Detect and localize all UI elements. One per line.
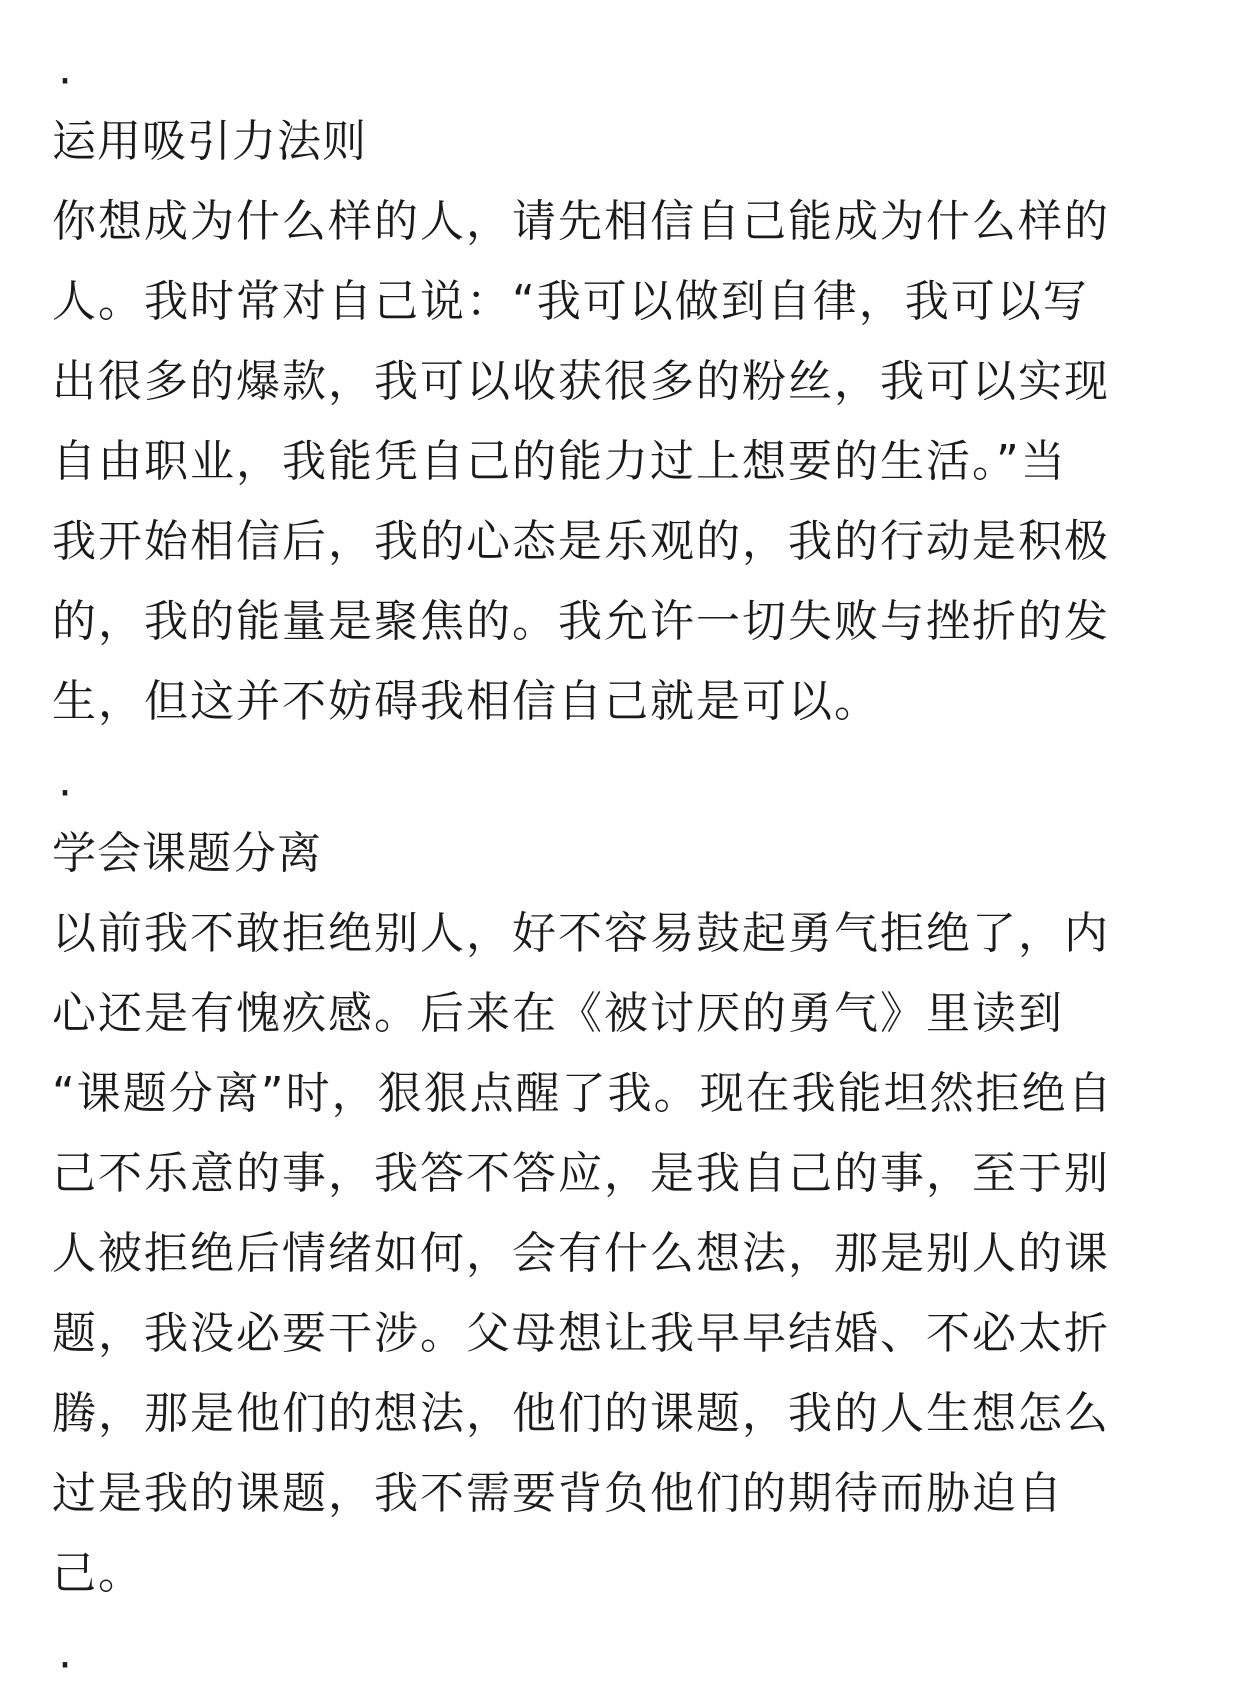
paragraph-line: 己不乐意的事，我答不答应，是我自己的事，至于别	[52, 1148, 1110, 1199]
paragraph-line: 己。	[52, 1548, 144, 1599]
paragraph-line: 你想成为什么样的人，请先相信自己能成为什么样的	[52, 196, 1110, 247]
bullet-dot: ·	[58, 56, 72, 107]
paragraph-line: 以前我不敢拒绝别人，好不容易鼓起勇气拒绝了，内	[52, 908, 1110, 959]
bullet-separator	[52, 742, 1202, 819]
paragraph-line: 生，但这并不妨碍我相信自己就是可以。	[52, 676, 880, 727]
article-body	[52, 30, 1202, 1691]
section-heading: 学会课题分离	[52, 828, 322, 879]
bullet-dot: ·	[58, 1640, 72, 1691]
paragraph-line: 人被拒绝后情绪如何，会有什么想法，那是别人的课	[52, 1228, 1110, 1279]
bullet-separator	[52, 30, 1202, 107]
bullet-separator	[52, 1614, 1202, 1691]
section-heading: 运用吸引力法则	[52, 116, 367, 167]
paragraph-line: 人。我时常对自己说：“我可以做到自律，我可以写	[52, 276, 1089, 327]
paragraph-line: 我开始相信后，我的心态是乐观的，我的行动是积极	[52, 516, 1110, 567]
bullet-dot: ·	[58, 768, 72, 819]
paragraph-line: 出很多的爆款，我可以收获很多的粉丝，我可以实现	[52, 356, 1110, 407]
paragraph-line: 过是我的课题，我不需要背负他们的期待而胁迫自	[52, 1468, 1064, 1519]
paragraph-line: 题，我没必要干涉。父母想让我早早结婚、不必太折	[52, 1308, 1110, 1359]
paragraph-line: 的，我的能量是聚焦的。我允许一切失败与挫折的发	[52, 596, 1110, 647]
section-paragraph	[52, 182, 1202, 742]
section-paragraph	[52, 894, 1202, 1614]
paragraph-line: 腾，那是他们的想法，他们的课题，我的人生想怎么	[52, 1388, 1110, 1439]
paragraph-line: 心还是有愧疚感。后来在《被讨厌的勇气》里读到	[52, 988, 1064, 1039]
paragraph-line: “课题分离”时，狠狠点醒了我。现在我能坦然拒绝自	[52, 1068, 1114, 1119]
paragraph-line: 自由职业，我能凭自己的能力过上想要的生活。”当	[52, 436, 1067, 487]
